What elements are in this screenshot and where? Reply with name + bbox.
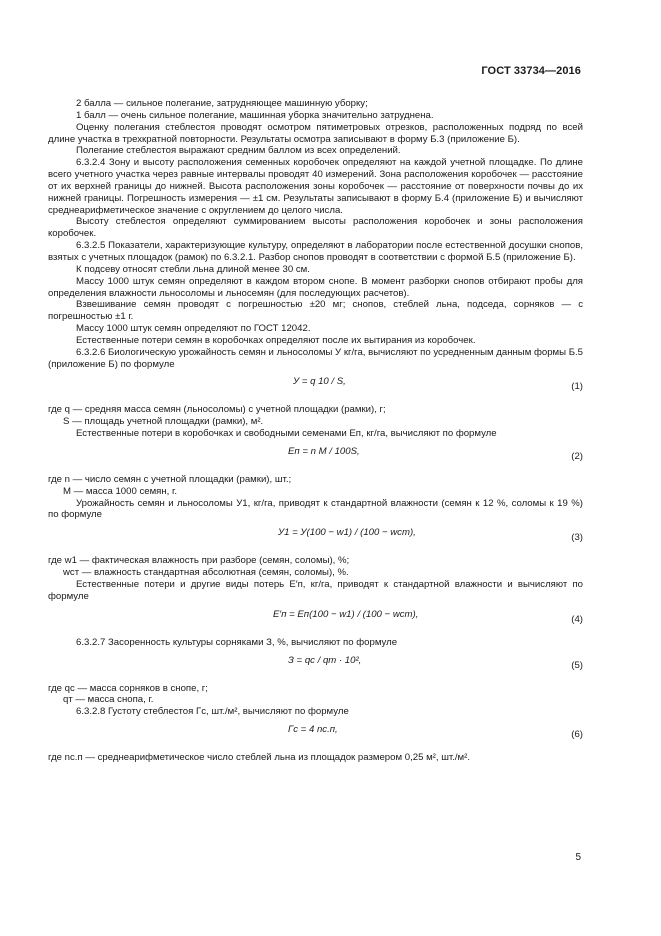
formula-text: Еп = n M / 100S, bbox=[288, 445, 360, 457]
formula-text: Гс = 4 nс.п, bbox=[288, 724, 338, 736]
paragraph: 2 балла — сильное полегание, затрудняющее машинную уборку; bbox=[76, 98, 368, 109]
formula-4 bbox=[48, 605, 583, 635]
formula-text: У1 = У(100 − w1) / (100 − wст), bbox=[278, 527, 416, 539]
paragraph: Взвешивание семян проводят с погрешностью ±20 мг; снопов, стеблей льна, подседа, сорняков — с погрешностью ±1 г. bbox=[48, 299, 583, 323]
paragraph: Массу 1000 штук семян определяют по ГОСТ 12042. bbox=[76, 323, 311, 335]
definition: где qc — масса сорняков в снопе, г; bbox=[48, 682, 208, 694]
formula-3 bbox=[48, 523, 583, 553]
paragraph: 6.3.2.7 Засоренность культуры сорняками З, %, вычисляют по формуле bbox=[76, 636, 398, 648]
definition: qт — масса снопа, г. bbox=[63, 694, 154, 706]
paragraph: 6.3.2.4 Зону и высоту расположения семенных коробочек определяют на каждой учетной площадке. По длине всего учетного участка через равные интервалы проводят 40 измерений. Зона расположения коробочек — расстояние от их верхней границы до нижней. Высота расположения зоны коробочек — расстояние от поверхности почвы до их нижней границы. Погрешность измерения — ±1 см. Результаты записывают в форму Б.4 (приложение Б) и вычисляют среднеарифметическое значение с округлением до целого числа. bbox=[48, 157, 583, 216]
equation-number: (1) bbox=[571, 381, 583, 393]
definition: wст — влажность стандартная абсолютная (семян, соломы), %. bbox=[63, 567, 349, 579]
paragraph: Естественные потери в коробочках и свободными семенами Еп, кг/га, вычисляют по формуле bbox=[76, 428, 497, 440]
formula-text: З = qc / qт · 10², bbox=[288, 654, 362, 666]
equation-number: (5) bbox=[571, 659, 583, 671]
definition: где n — число семян с учетной площадки (рамки), шт.; bbox=[48, 473, 292, 485]
definition: где nс.п — среднеарифметическое число стеблей льна из площадок размером 0,25 м², шт./м². bbox=[48, 752, 471, 764]
definition: S — площадь учетной площадки (рамки), м². bbox=[63, 416, 264, 428]
paragraph: Урожайность семян и льносоломы У1, кг/га, приводят к стандартной влажности (семян к 12 %, соломы к 19 %) по формуле bbox=[48, 497, 583, 521]
paragraph: 1 балл — очень сильное полегание, машинная уборка значительно затруднена. bbox=[76, 109, 434, 121]
equation-number: (3) bbox=[571, 532, 583, 544]
paragraph: Естественные потери и другие виды потерь Е′п, кг/га, приводят к стандартной влажности и вычисляют по формуле bbox=[48, 579, 583, 602]
equation-number: (6) bbox=[571, 729, 583, 741]
document-header: ГОСТ 33734—2016 bbox=[481, 65, 581, 77]
formula-2 bbox=[48, 442, 583, 472]
paragraph: 6.3.2.5 Показатели, характеризующие культуру, определяют в лаборатории после естественной досушки снопов, взятых с учетных площадок (рамок) по 6.3.2.1. Разбор снопов проводят в соответствии с формой Б.5 (приложение Б). bbox=[48, 240, 583, 263]
paragraph: Естественные потери семян в коробочках определяют после их вытирания из коробочек. bbox=[76, 334, 476, 346]
paragraph: Полегание стеблестоя выражают средним баллом из всех определений. bbox=[76, 145, 401, 157]
formula-6 bbox=[48, 720, 583, 750]
definition: где q — средняя масса семян (льносоломы) с учетной площадки (рамки), г; bbox=[48, 404, 386, 416]
paragraph: Оценку полегания стеблестоя проводят осмотром пятиметровых отрезков, расположенных подряд по всей длине участка в трехкратной повторности. Результаты осмотра записывают в форму Б.3 (приложение Б). bbox=[48, 121, 583, 145]
equation-number: (4) bbox=[571, 613, 583, 625]
paragraph: Массу 1000 штук семян определяют в каждом втором снопе. В момент разборки снопов отбирают пробы для определения влажности льносоломы и льносемян (для последующих расчетов). bbox=[48, 275, 583, 299]
paragraph: 6.3.2.6 Биологическую урожайность семян и льносоломы У кг/га, вычисляют по усредненным данным формы Б.5 (приложение Б) по формуле bbox=[48, 346, 583, 370]
equation-number: (2) bbox=[571, 450, 583, 462]
formula-5 bbox=[48, 651, 583, 681]
formula-text: Е′п = Еп(100 − w1) / (100 − wст), bbox=[273, 608, 419, 620]
definition: где w1 — фактическая влажность при разборе (семян, соломы), %; bbox=[48, 555, 350, 567]
formula-text: У = q 10 / S, bbox=[293, 376, 346, 388]
page-body bbox=[48, 98, 583, 764]
page-number: 5 bbox=[575, 852, 581, 863]
paragraph: 6.3.2.8 Густоту стеблестоя Гс, шт./м², вычисляют по формуле bbox=[76, 706, 349, 718]
formula-1 bbox=[48, 372, 583, 402]
definition: M — масса 1000 семян, г. bbox=[63, 485, 177, 497]
paragraph: Высоту стеблестоя определяют суммированием высоты расположения коробочек и зоны расположения коробочек. bbox=[48, 216, 583, 240]
paragraph: К подсеву относят стебли льна длиной менее 30 см. bbox=[76, 263, 310, 275]
